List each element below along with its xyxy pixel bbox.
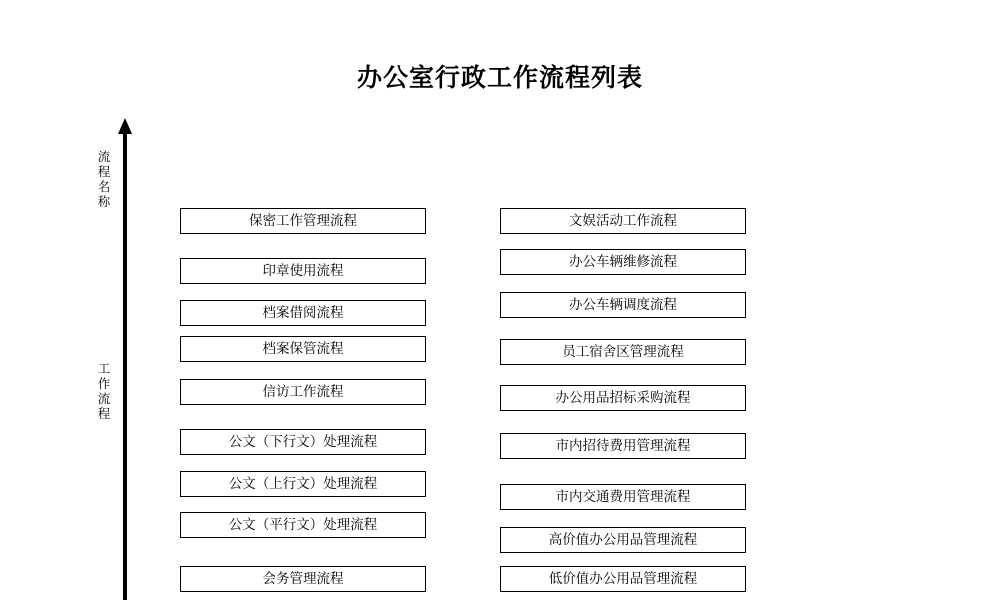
process-box[interactable]	[500, 527, 746, 553]
process-box[interactable]	[500, 339, 746, 365]
process-box-label: 高价值办公用品管理流程	[548, 532, 698, 547]
page-title: 办公室行政工作流程列表	[356, 65, 643, 92]
process-box-label: 会务管理流程	[262, 571, 344, 586]
process-box-label: 保密工作管理流程	[249, 213, 357, 228]
process-box[interactable]	[500, 566, 746, 592]
axis-label-work-flow: 工作流程	[97, 362, 111, 421]
process-box-label: 市内招待费用管理流程	[555, 438, 691, 453]
process-box[interactable]	[180, 566, 426, 592]
axis-label-process-name: 流程名称	[97, 150, 111, 209]
process-box[interactable]	[500, 208, 746, 234]
process-box-label: 办公车辆调度流程	[569, 297, 677, 312]
process-box[interactable]	[180, 512, 426, 538]
process-box-label: 印章使用流程	[262, 263, 344, 278]
process-box-label: 办公用品招标采购流程	[555, 390, 691, 405]
process-box[interactable]	[500, 292, 746, 318]
process-box-label: 公文（平行文）处理流程	[228, 517, 378, 532]
vertical-axis	[118, 118, 134, 600]
process-box-label: 公文（下行文）处理流程	[228, 434, 378, 449]
process-box[interactable]	[180, 258, 426, 284]
process-box-label: 公文（上行文）处理流程	[228, 476, 378, 491]
process-box[interactable]	[500, 249, 746, 275]
process-box[interactable]	[500, 484, 746, 510]
process-box[interactable]	[180, 208, 426, 234]
process-box[interactable]	[180, 300, 426, 326]
process-box-label: 市内交通费用管理流程	[555, 489, 691, 504]
process-box-label: 档案借阅流程	[262, 305, 344, 320]
process-box[interactable]	[180, 379, 426, 405]
process-box[interactable]	[500, 433, 746, 459]
process-box-label: 员工宿舍区管理流程	[562, 344, 684, 359]
process-box-label: 文娱活动工作流程	[569, 213, 677, 228]
axis-line	[123, 132, 127, 600]
process-box-label: 低价值办公用品管理流程	[548, 571, 698, 586]
process-box[interactable]	[500, 385, 746, 411]
process-box-label: 办公车辆维修流程	[569, 254, 677, 269]
process-box-label: 档案保管流程	[262, 341, 344, 356]
process-box-label: 信访工作流程	[262, 384, 344, 399]
process-box[interactable]	[180, 471, 426, 497]
process-box[interactable]	[180, 429, 426, 455]
process-box[interactable]	[180, 336, 426, 362]
